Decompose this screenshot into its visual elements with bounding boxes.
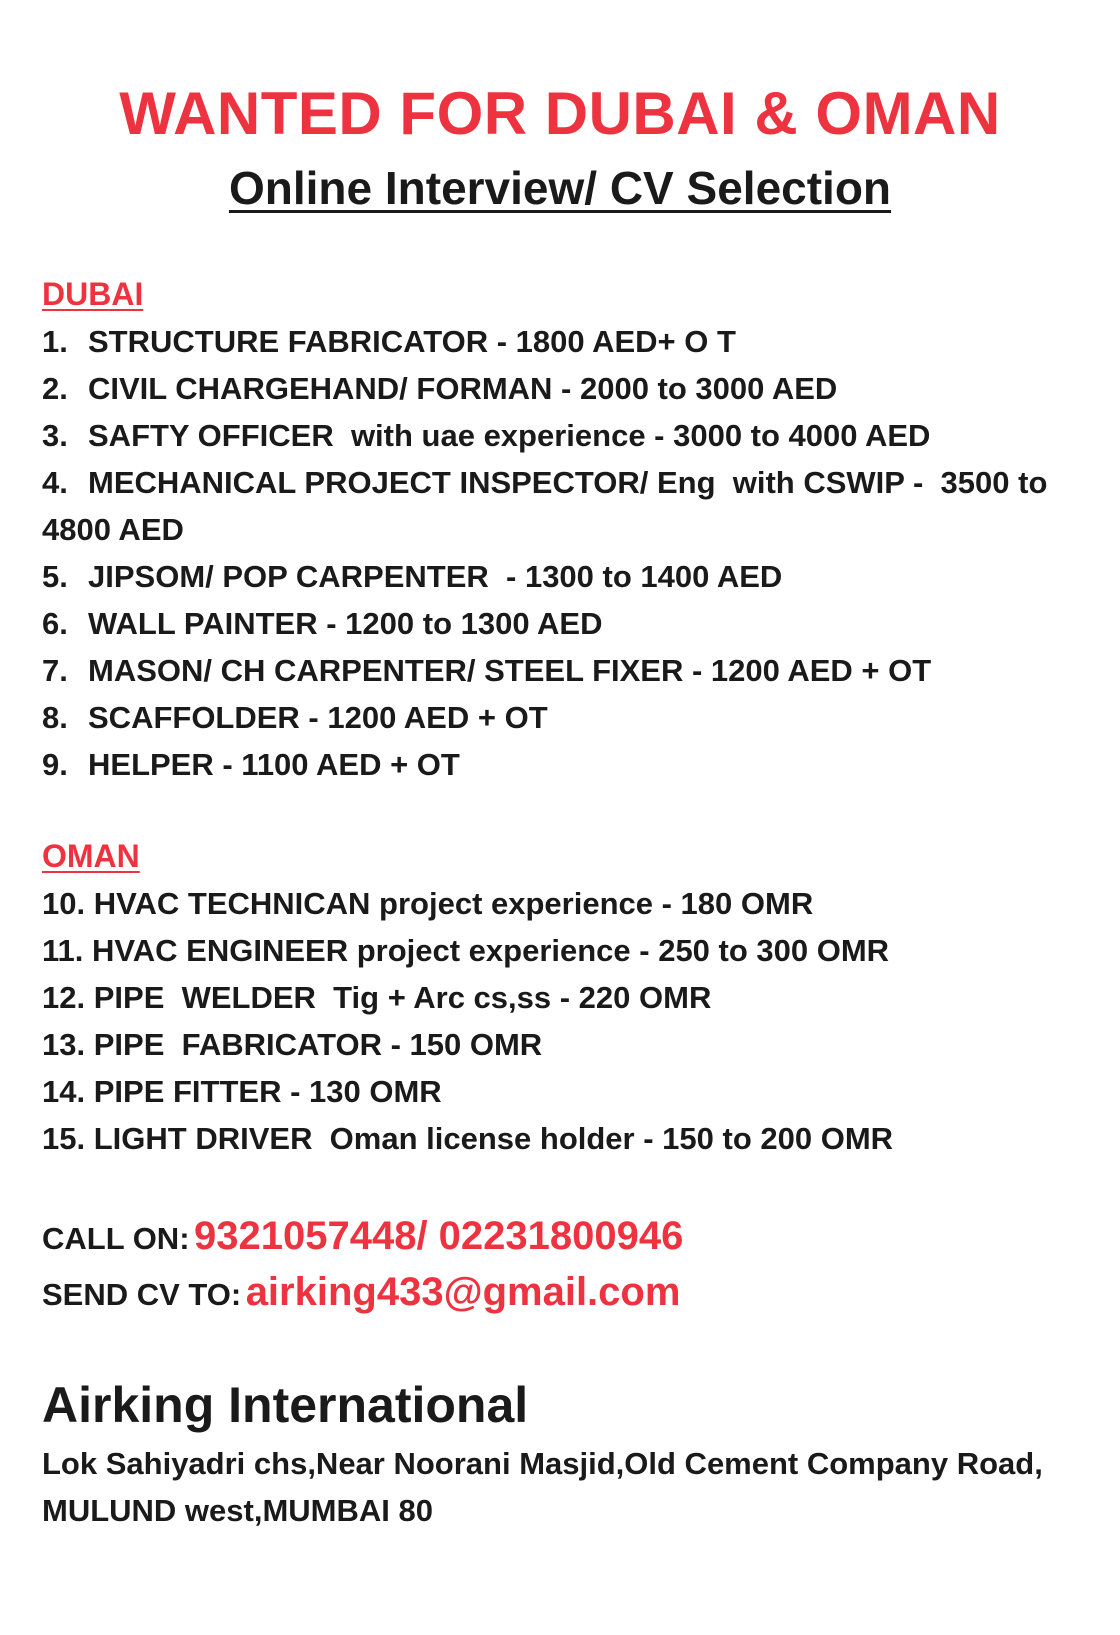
job-item [42,318,1102,365]
job-text: CIVIL CHARGEHAND/ FORMAN - 2000 to 3000 AED [88,371,838,406]
job-item [42,412,1102,459]
job-item [42,880,1102,927]
send-cv-line [42,1264,1102,1329]
dubai-job-list [42,318,1102,788]
company-name: Airking International [42,1377,529,1433]
job-number: 7. [42,653,68,688]
job-number: 14. [42,1074,86,1109]
job-text: MECHANICAL PROJECT INSPECTOR/ Eng with CSWIP - 3500 to 4800 AED [42,465,1057,547]
job-item [42,459,1102,553]
job-text: PIPE FABRICATOR - 150 OMR [93,1027,543,1062]
job-number: 4. [42,465,68,500]
job-text: MASON/ CH CARPENTER/ STEEL FIXER - 1200 AED + OT [88,653,932,688]
job-text: HVAC TECHNICAN project experience - 180 OMR [93,886,814,921]
job-text: PIPE FITTER - 130 OMR [93,1074,442,1109]
job-number: 10. [42,886,86,921]
job-number: 12. [42,980,86,1015]
job-number: 9. [42,747,68,782]
job-number: 5. [42,559,68,594]
job-text: HELPER - 1100 AED + OT [88,747,460,782]
company-address: Lok Sahiyadri chs,Near Noorani Masjid,Old Cement Company Road, MULUND west,MUMBAI 80 [42,1446,1043,1528]
job-number: 6. [42,606,68,641]
job-item [42,647,1102,694]
job-item [42,694,1102,741]
job-number: 11. [42,933,84,968]
job-number: 15. [42,1121,86,1156]
job-text: WALL PAINTER - 1200 to 1300 AED [88,606,603,641]
subtitle-text: Online Interview/ CV Selection [228,162,892,214]
dubai-section [42,271,1102,788]
job-number: 13. [42,1027,86,1062]
job-item [42,1068,1102,1115]
job-text: JIPSOM/ POP CARPENTER - 1300 to 1400 AED [88,559,783,594]
send-cv-label: SEND CV TO: [42,1277,242,1312]
page-subtitle [0,160,1120,216]
job-item [42,1115,1102,1162]
job-text: SAFTY OFFICER with uae experience - 3000 to 4000 AED [88,418,931,453]
job-number: 3. [42,418,68,453]
job-text: STRUCTURE FABRICATOR - 1800 AED+ O T [88,324,736,359]
phone-numbers: 9321057448/ 02231800946 [193,1214,684,1258]
job-text: LIGHT DRIVER Oman license holder - 150 to 200 OMR [93,1121,894,1156]
dubai-heading: DUBAI [42,276,144,312]
job-item [42,974,1102,1021]
oman-heading: OMAN [42,838,140,874]
job-text: PIPE WELDER Tig + Arc cs,ss - 220 OMR [93,980,712,1015]
email-address: airking433@gmail.com [245,1270,681,1314]
oman-section [42,833,1102,1162]
job-item [42,365,1102,412]
call-label: CALL ON: [42,1221,190,1256]
job-text: SCAFFOLDER - 1200 AED + OT [88,700,548,735]
job-item [42,1021,1102,1068]
job-text: HVAC ENGINEER project experience - 250 to 300 OMR [92,933,890,968]
job-item [42,553,1102,600]
job-number: 1. [42,324,68,359]
job-number: 8. [42,700,68,735]
page-title: WANTED FOR DUBAI & OMAN [119,80,1001,147]
oman-job-list [42,880,1102,1162]
job-number: 2. [42,371,68,406]
job-item [42,741,1102,788]
job-item [42,600,1102,647]
job-item [42,927,1102,974]
